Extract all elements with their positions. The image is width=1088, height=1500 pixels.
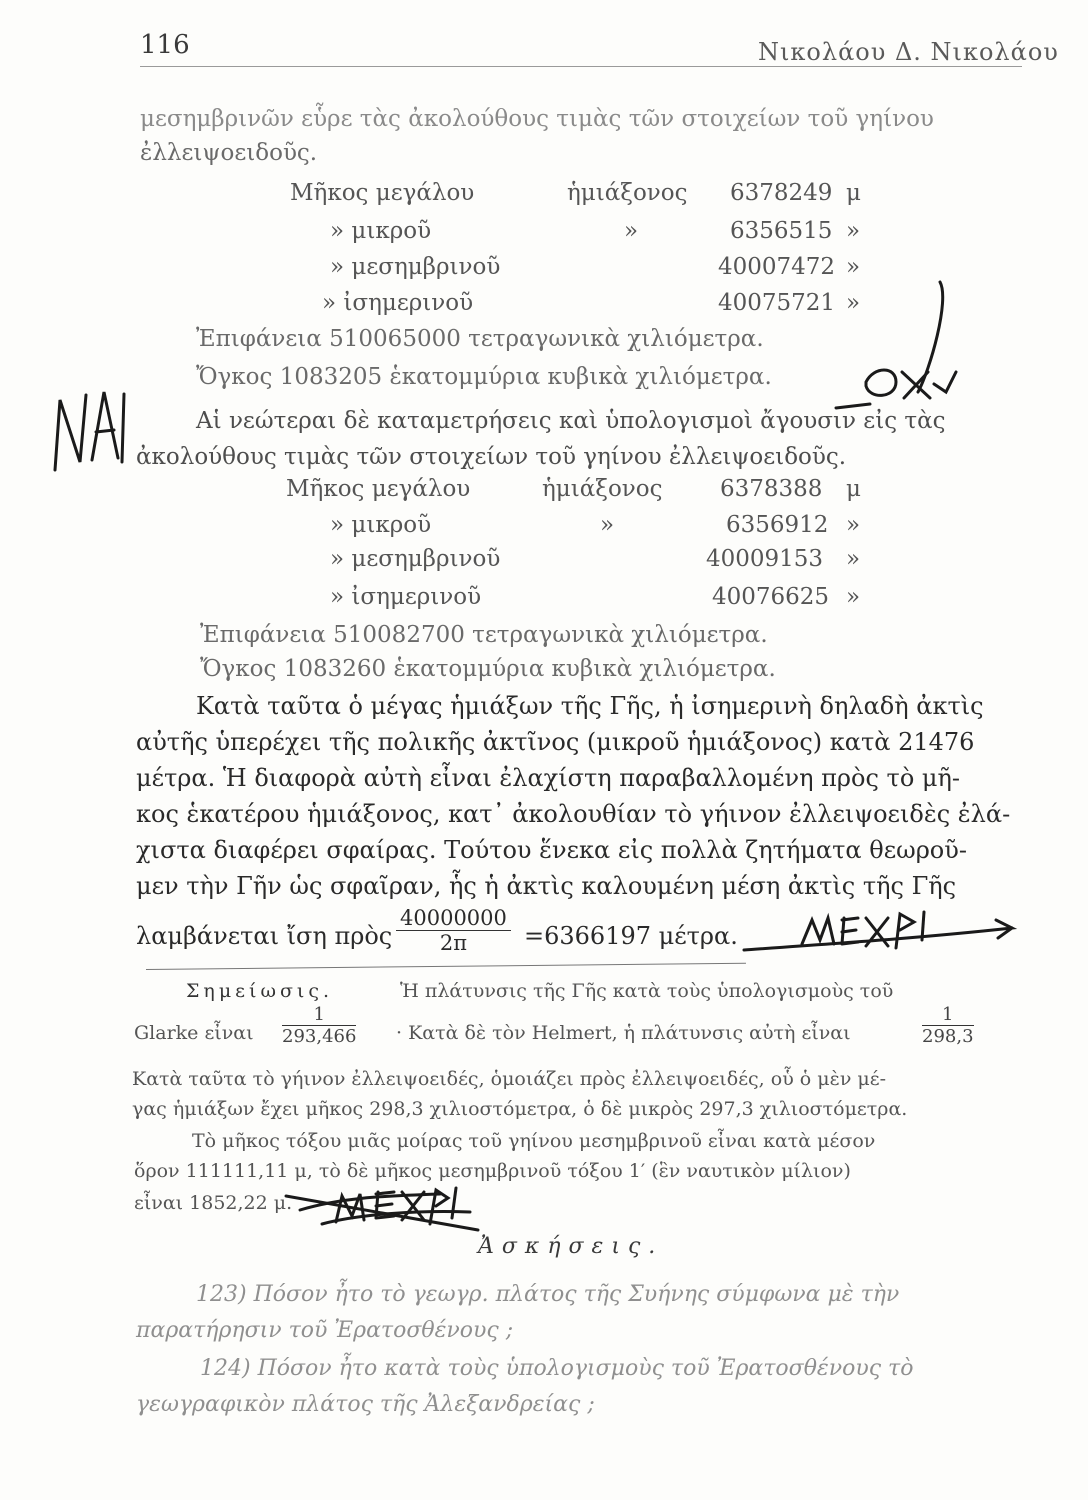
text-line: ἐλλειψοειδοῦς. xyxy=(140,140,318,166)
text-line: ὅρον 111111,11 μ, τὸ δὲ μῆκος μεσημβρινοῦ τόξου 1′ (ἓν ναυτικὸν μίλιον) xyxy=(134,1160,851,1182)
text-line: ἀκολούθους τιμὰς τῶν στοιχείων τοῦ γηίνου ἐλλειψοειδοῦς. xyxy=(136,444,847,470)
table-row-unit: » xyxy=(846,512,861,538)
mexri-lower-handwriting xyxy=(286,1188,478,1230)
table-row-label: Μῆκος μεγάλου xyxy=(286,476,471,502)
text-line: γας ἡμιάξων ἔχει μῆκος 298,3 χιλιοστόμετρα, ὁ δὲ μικρὸς 297,3 χιλιοστόμετρα. xyxy=(132,1098,908,1120)
table-row-value: 40009153 xyxy=(706,546,824,572)
table-row-unit: μ xyxy=(846,476,861,502)
table-row-label: » μεσημβρινοῦ xyxy=(330,254,501,280)
exercise-124-cont: γεωγραφικὸν πλάτος τῆς Ἀλεξανδρείας ; xyxy=(136,1392,595,1417)
fraction-numerator: 1 xyxy=(282,1004,356,1026)
table-row-word: ἡμιάξονος xyxy=(567,180,688,206)
text-line: Κατὰ ταῦτα τὸ γήινον ἐλλειψοειδές, ὁμοιάζει πρὸς ἐλλειψοειδές, οὗ ὁ μὲν μέ- xyxy=(132,1068,887,1090)
text-line: χιστα διαφέρει σφαίρας. Τούτου ἕνεκα εἰς πολλὰ ζητήματα θεωροῦ- xyxy=(136,836,967,864)
table-row-value: 40075721 xyxy=(718,290,836,316)
table-row-value: 6378249 xyxy=(730,180,833,206)
mexri-handwriting xyxy=(744,912,1012,950)
text-line: Ἡ πλάτυνσις τῆς Γῆς κατὰ τοὺς ὑπολογισμοὺς τοῦ xyxy=(400,980,894,1002)
fraction-numerator: 40000000 xyxy=(396,906,511,931)
table-row-word: » xyxy=(600,512,615,538)
table-row-label: » ἰσημερινοῦ xyxy=(330,584,482,610)
text-line: Κατὰ ταῦτα ὁ μέγας ἡμιάξων τῆς Γῆς, ἡ ἰσημερινὴ δηλαδὴ ἀκτὶς xyxy=(196,692,984,720)
exercises-heading: Ἀσκήσεις. xyxy=(478,1234,664,1259)
text-line: εἶναι 1852,22 μ. xyxy=(134,1192,293,1214)
text-line: · Κατὰ δὲ τὸν Helmert, ἡ πλάτυνσις αὐτὴ εἶναι xyxy=(396,1022,851,1044)
note-label: Σημείωσις. xyxy=(186,980,334,1002)
table-row-unit: » xyxy=(846,254,861,280)
table-row-word: » xyxy=(624,218,639,244)
fraction-denominator: 293,466 xyxy=(282,1026,357,1047)
exercise-123: 123) Πόσον ἦτο τὸ γεωγρ. πλάτος τῆς Συήνης σύμφωνα μὲ τὴν xyxy=(196,1282,900,1307)
fraction-numerator: 1 xyxy=(922,1004,974,1026)
ochi-handwriting xyxy=(836,282,956,408)
text-line: Glarke εἶναι xyxy=(134,1022,254,1044)
text-line: Αἱ νεώτεραι δὲ καταμετρήσεις καὶ ὑπολογισμοὶ ἄγουσιν εἰς τὰς xyxy=(196,408,946,434)
fraction-denominator: 298,3 xyxy=(922,1026,974,1047)
text-line: μέτρα. Ἡ διαφορὰ αὐτὴ εἶναι ἐλαχίστη παραβαλλομένη πρὸς τὸ μῆ- xyxy=(136,764,960,792)
text-line: λαμβάνεται ἴση πρὸς xyxy=(136,922,393,950)
text-line: μεσημβρινῶν εὗρε τὰς ἀκολούθους τιμὰς τῶν στοιχείων τοῦ γηίνου xyxy=(140,106,934,132)
table-row-word: ἡμιάξονος xyxy=(542,476,663,502)
text-line: μεν τὴν Γῆν ὡς σφαῖραν, ἧς ἡ ἀκτὶς καλουμένη μέση ἀκτὶς τῆς Γῆς xyxy=(136,872,957,900)
exercise-123-cont: παρατήρησιν τοῦ Ἐρατοσθένους ; xyxy=(136,1318,514,1343)
table-row-label: » μικροῦ xyxy=(330,512,432,538)
nai-handwriting xyxy=(55,392,124,470)
table-row-value: 40007472 xyxy=(718,254,836,280)
table-row-label: » μεσημβρινοῦ xyxy=(330,546,501,572)
table-row-label: » ἰσημερινοῦ xyxy=(322,290,474,316)
table-row-value: 6356912 xyxy=(726,512,829,538)
fraction-denominator: 2π xyxy=(439,931,468,955)
text-line: Τὸ μῆκος τόξου μιᾶς μοίρας τοῦ γηίνου μεσημβρινοῦ εἶναι κατὰ μέσον xyxy=(192,1130,876,1152)
running-title: Νικολάου Δ. Νικολάου xyxy=(758,38,1059,66)
table-row-label: Μῆκος μεγάλου xyxy=(290,180,475,206)
text-line: αὐτῆς ὑπερέχει τῆς πολικῆς ἀκτῖνος (μικροῦ ἡμιάξονος) κατὰ 21476 xyxy=(136,728,975,756)
text-line: Ὄγκος 1083205 ἑκατομμύρια κυβικὰ χιλιόμετρα. xyxy=(196,364,772,390)
table-row-label: » μικροῦ xyxy=(330,218,432,244)
text-line: Ἐπιφάνεια 510082700 τετραγωνικὰ χιλιόμετρα. xyxy=(200,622,768,648)
table-row-unit: » xyxy=(846,218,861,244)
table-row-value: 6356515 xyxy=(730,218,833,244)
table-row-value: 40076625 xyxy=(712,584,830,610)
exercise-124: 124) Πόσον ἦτο κατὰ τοὺς ὑπολογισμοὺς τοῦ Ἐρατοσθένους τὸ xyxy=(200,1356,914,1381)
text-line: Ὄγκος 1083260 ἑκατομμύρια κυβικὰ χιλιόμετρα. xyxy=(200,656,776,682)
table-row-unit: » xyxy=(846,546,861,572)
text-line: =6366197 μέτρα. xyxy=(524,922,738,950)
table-row-value: 6378388 xyxy=(720,476,823,502)
page-number: 116 xyxy=(140,30,190,60)
table-row-unit: » xyxy=(846,290,861,316)
text-line: κος ἑκατέρου ἡμιάξονος, κατ᾽ ἀκολουθίαν τὸ γήινον ἐλλειψοειδὲς ἐλά- xyxy=(136,800,1011,828)
table-row-unit: μ xyxy=(846,180,861,206)
table-row-unit: » xyxy=(846,584,861,610)
text-line: Ἐπιφάνεια 510065000 τετραγωνικὰ χιλιόμετρα. xyxy=(196,326,764,352)
